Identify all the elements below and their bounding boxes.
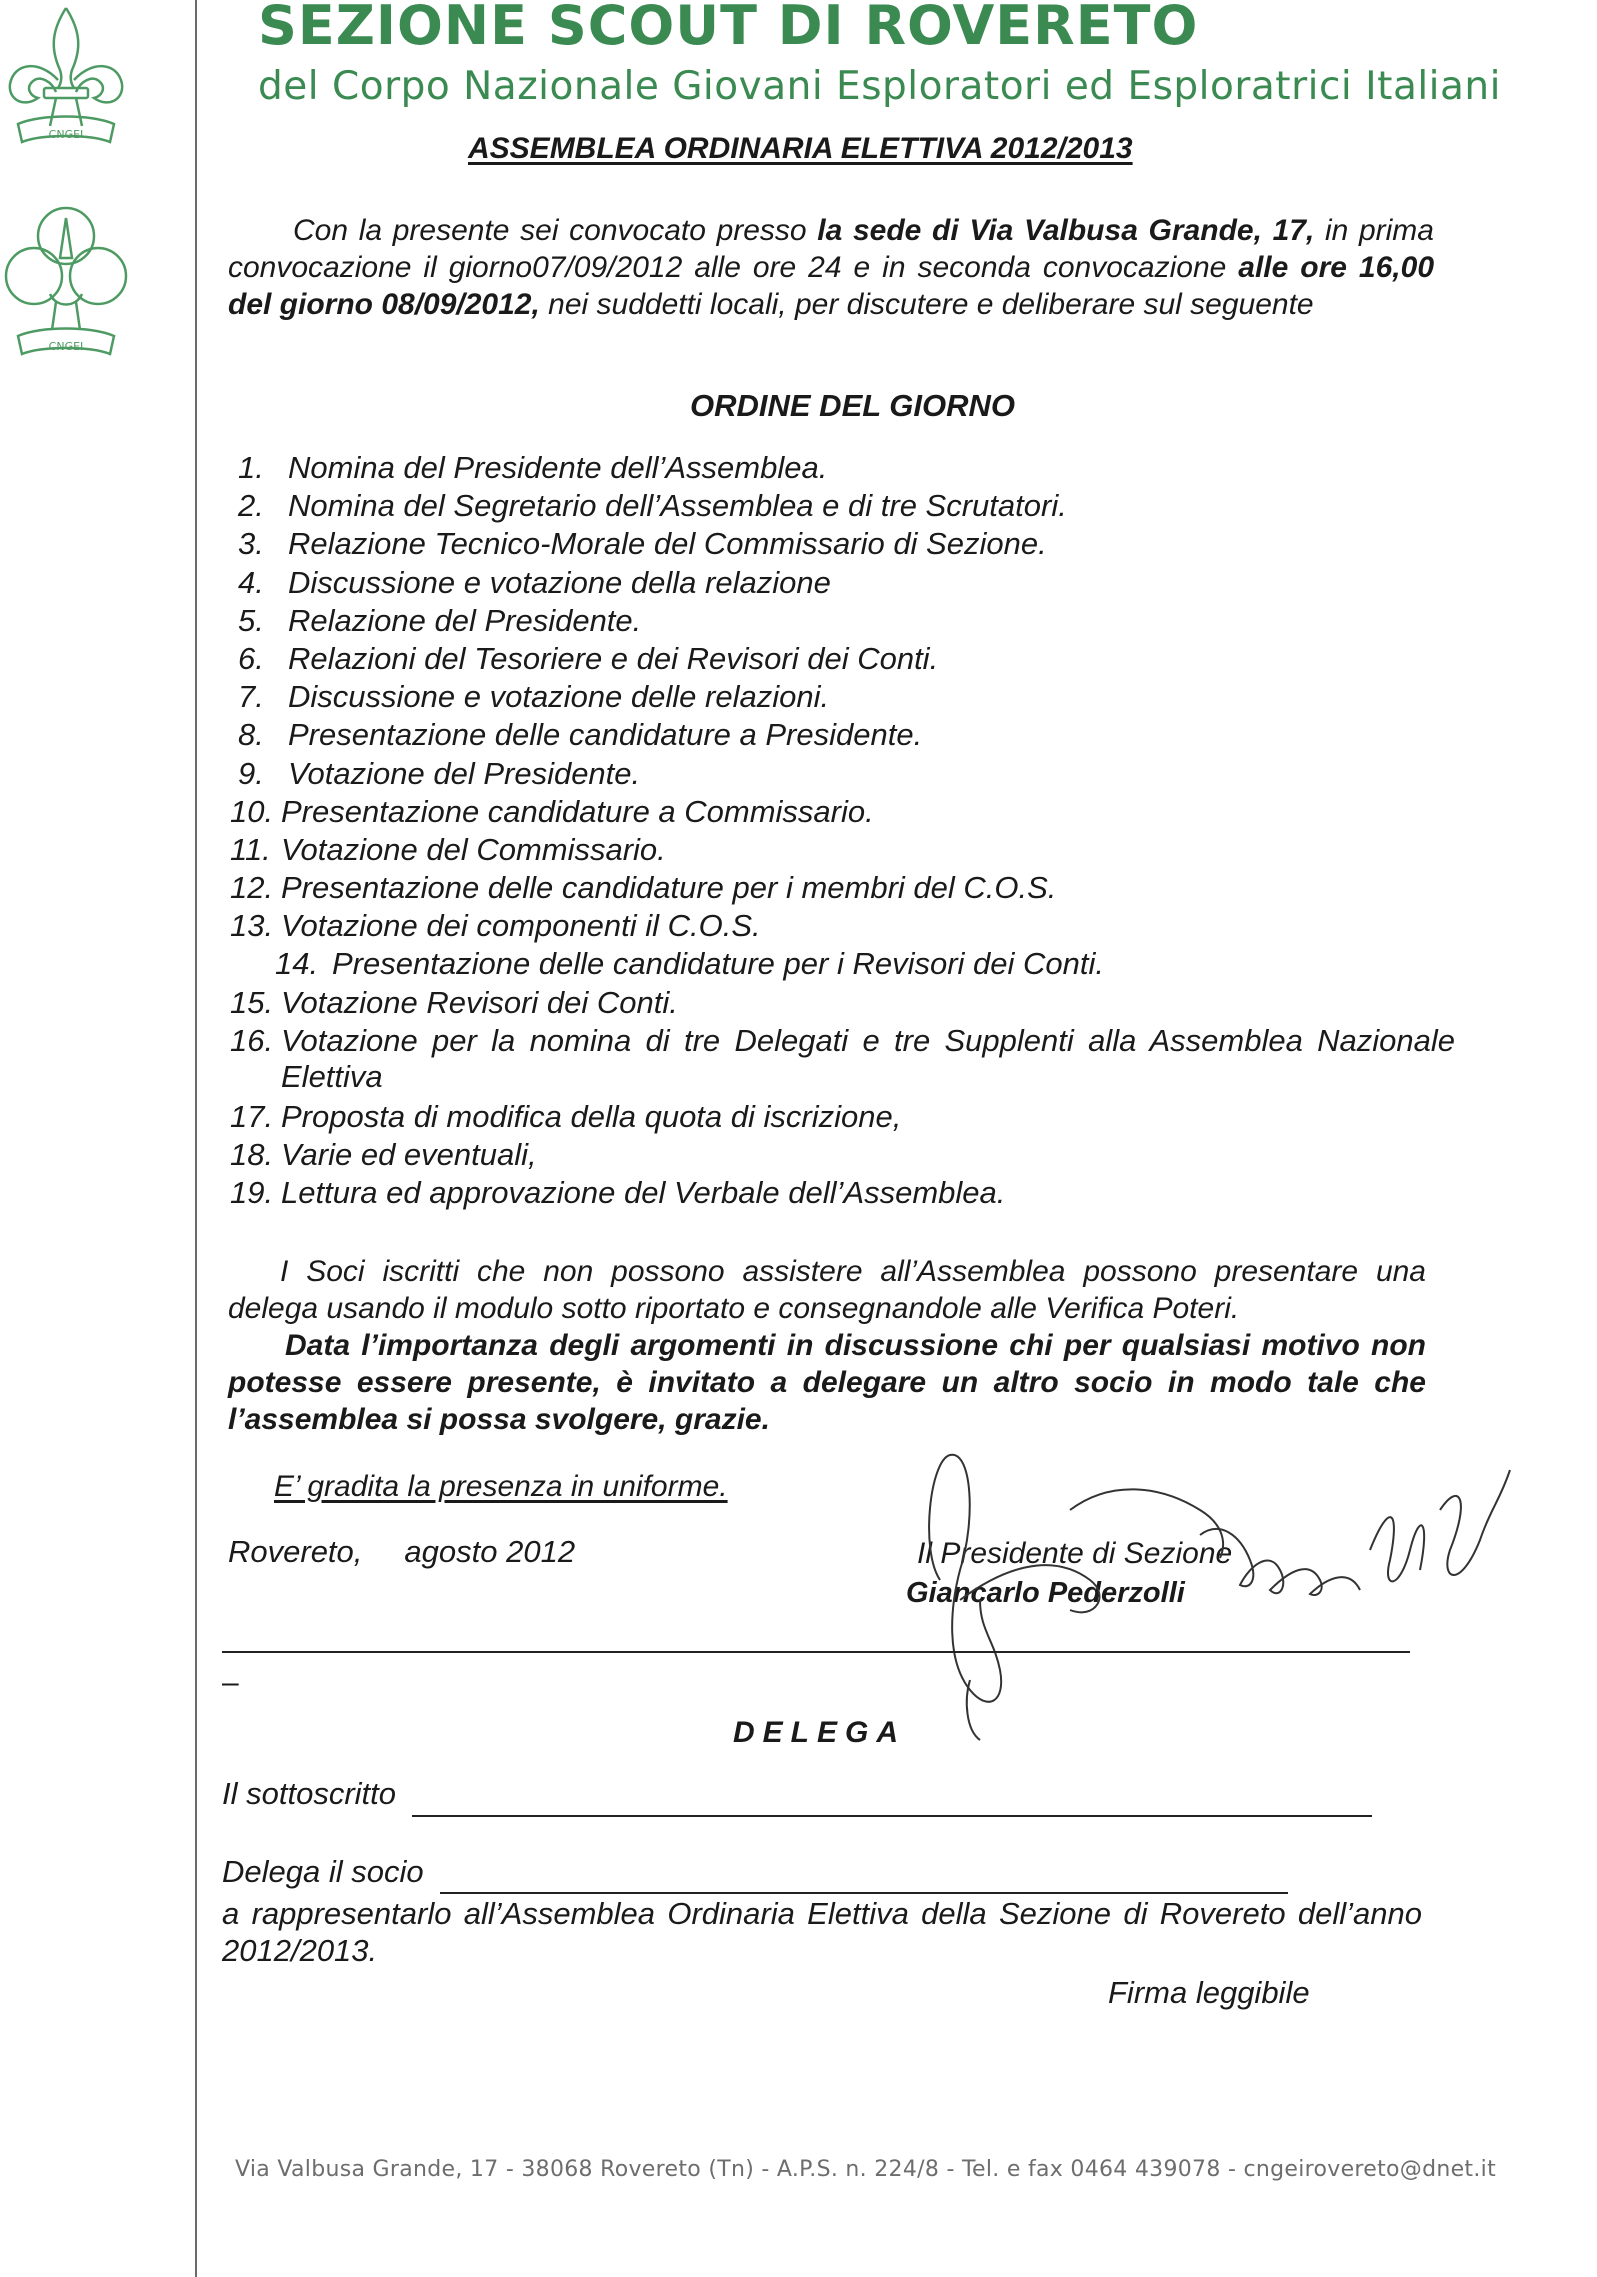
svg-text:CNGEI: CNGEI <box>48 128 84 141</box>
signature-label: Firma leggibile <box>1108 1975 1310 2010</box>
proxy-statement: a rappresentarlo all’Assemblea Ordinaria Elettiva della Sezione di Rovereto dell’anno 2012/2013. <box>222 1896 1422 1968</box>
organization-title: SEZIONE SCOUT DI ROVERETO <box>258 0 1199 57</box>
signatory-name: Giancarlo Pederzolli <box>906 1577 1185 1609</box>
handwritten-signature <box>920 1440 1520 1760</box>
agenda-title: ORDINE DEL GIORNO <box>690 388 1015 423</box>
organization-subtitle: del Corpo Nazionale Giovani Esploratori ed Esploratrici Italiani <box>258 64 1501 109</box>
separator-line <box>222 1651 1410 1653</box>
undersigned-label: Il sottoscritto <box>222 1776 396 1811</box>
footer-address: Via Valbusa Grande, 17 - 38068 Rovereto (Tn) - A.P.S. n. 224/8 - Tel. e fax 0464 439078 - cngeirovereto@dnet.it <box>235 2157 1496 2182</box>
place-date <box>228 1534 575 1570</box>
undersigned-field[interactable] <box>412 1815 1372 1817</box>
delegate-field[interactable] <box>440 1892 1288 1894</box>
date: agosto 2012 <box>404 1534 576 1569</box>
svg-text:CNGEI: CNGEI <box>48 340 84 353</box>
attendance-appeal: Data l’importanza degli argomenti in discussione chi per qualsiasi motivo non potesse essere presente, è invitato a delegare un altro socio in modo tale che l’assemblea si possa svolgere, grazie. <box>228 1329 1426 1436</box>
signatory-role: Il Presidente di Sezione <box>917 1537 1233 1570</box>
fleur-de-lis-logo <box>0 0 132 155</box>
proxy-form-title: DELEGA <box>733 1716 907 1749</box>
proxy-notice: I Soci iscritti che non possono assistere all’Assemblea possono presentare una delega usando il modulo sotto riportato e consegnandole alle Verifica Poteri. <box>228 1255 1426 1325</box>
delegate-label: Delega il socio <box>222 1854 424 1889</box>
convocation-paragraph: Con la presente sei convocato presso la sede di Via Valbusa Grande, 17, in prima convocazione il giorno07/09/2012 alle ore 24 e in seconda convocazione alle ore 16,00 del giorno 08/09/2012, nei suddetti locali, per discutere e deliberare sul seguente <box>228 214 1434 321</box>
dash-mark: – <box>222 1666 239 1699</box>
place: Rovereto, <box>228 1534 363 1569</box>
trefoil-logo <box>0 198 132 373</box>
margin-rule <box>195 0 197 2277</box>
uniform-note: E’ gradita la presenza in uniforme. <box>274 1470 728 1503</box>
document-title: ASSEMBLEA ORDINARIA ELETTIVA 2012/2013 <box>468 132 1133 165</box>
